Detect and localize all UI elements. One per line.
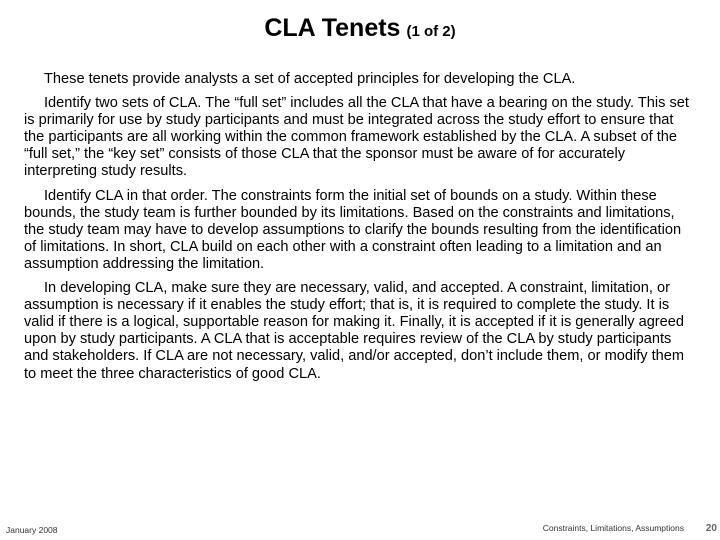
title-main: CLA Tenets — [264, 14, 401, 42]
slide-body — [24, 71, 696, 390]
footer-topic: Constraints, Limitations, Assumptions — [542, 523, 684, 533]
footer-date: January 2008 — [6, 525, 58, 535]
title-subtitle: (1 of 2) — [406, 23, 456, 40]
paragraph-two-sets: Identify two sets of CLA. The “full set” includes all the CLA that have a bearing on the study. This set is primarily for use by study participants and must be integrated across the study effort to ensure that the participants are all working within the common framework established by the CLA. A subset of the “full set,” the “key set” consists of those CLA that the sponsor must be aware of for accurately interpreting study results. — [24, 95, 689, 180]
page-number: 20 — [705, 523, 717, 534]
slide-title — [0, 14, 720, 43]
paragraph-criteria: In developing CLA, make sure they are necessary, valid, and accepted. A constraint, limitation, or assumption is necessary if it enables the study effort; that is, it is required to complete the study. It is valid if there is a logical, supportable reason for making it. Finally, it is accepted if it is generally agreed upon by study participants. A CLA that is acceptable requires review of the CLA by study participants and stakeholders. If CLA are not necessary, valid, and/or accepted, don’t include them, or modify them to meet the three characteristics of good CLA. — [24, 280, 685, 382]
paragraph-intro: These tenets provide analysts a set of accepted principles for developing the CLA. — [44, 71, 576, 87]
paragraph-order: Identify CLA in that order. The constraints form the initial set of bounds on a study. Within these bounds, the study team is further bounded by its limitations. Based on the constraints and limitations, the study team may have to develop assumptions to clarify the bounds resulting from the identification of limitations. In short, CLA build on each other with a constraint often leading to a limitation and an assumption addressing the limitation. — [24, 187, 682, 272]
